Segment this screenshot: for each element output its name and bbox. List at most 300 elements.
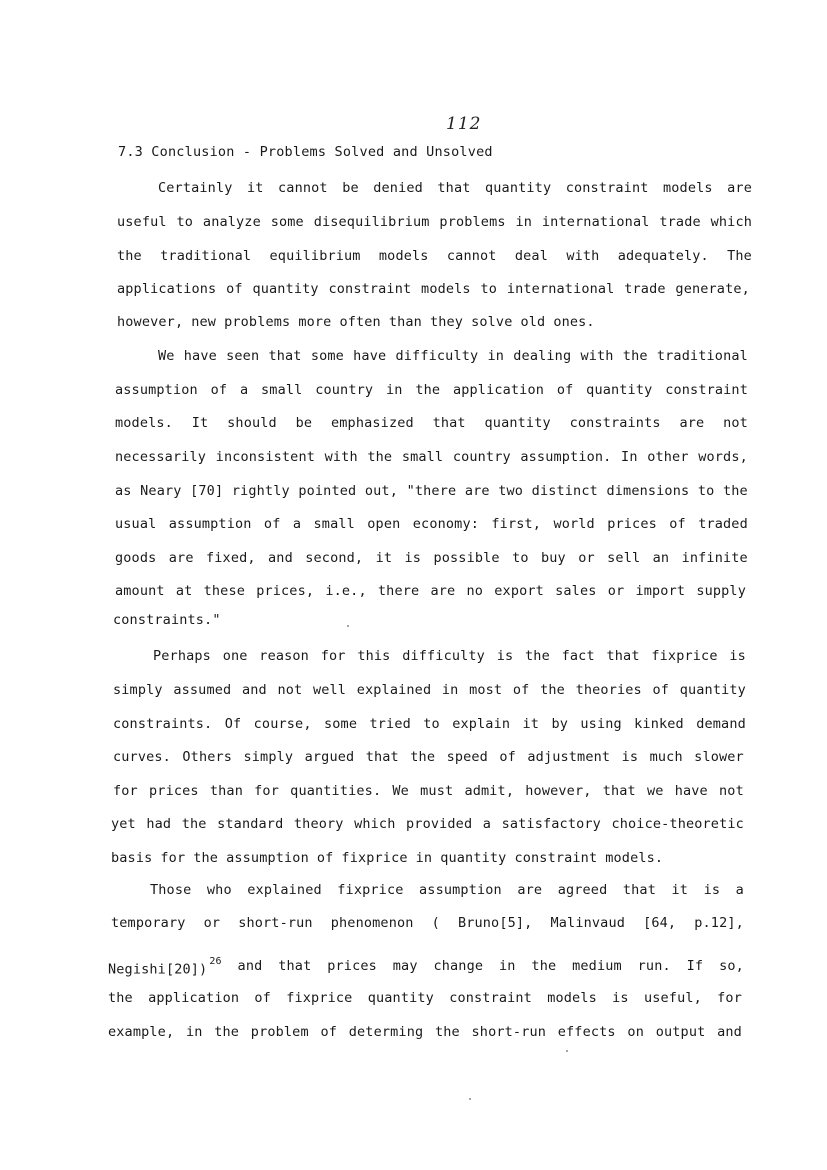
word: may [392,958,418,974]
word: speed [446,749,488,765]
text-line [115,513,748,535]
word: short-run [471,1024,547,1040]
word: rightly [231,483,290,499]
text-line [113,609,222,631]
word: models. [605,850,664,866]
word: of [512,682,530,698]
word: is [496,648,514,664]
word: using [580,716,622,732]
word: quantity [679,682,746,698]
word: new [191,314,217,330]
word: words, [698,449,748,465]
word: deal [514,248,548,264]
text-line [117,245,752,267]
word: assumption [226,850,309,866]
word: at [175,583,193,599]
word: quantity [485,180,552,196]
word: an [652,550,670,566]
word: one [222,648,248,664]
text-line [150,879,744,901]
word: adequately. [617,248,709,264]
text-line [158,177,752,199]
word: sell [607,550,641,566]
word: out, [364,483,398,499]
word: infinite [681,550,748,566]
word: the [108,990,133,1006]
word: than [388,314,422,330]
word: be [295,415,313,431]
word: Others [182,749,233,765]
word: example, [108,1024,175,1040]
word: prices [149,783,199,799]
word: equilibrium [269,248,361,264]
word: kinked [634,716,684,732]
footnote-marker: 26 [209,956,222,967]
text-line [108,1021,742,1043]
word: Malinvaud [550,915,625,931]
word: some [310,348,344,364]
word: fixprice [651,648,718,664]
word: or [203,915,221,931]
word: buy [541,550,566,566]
word: fixprice [286,990,353,1006]
word: export [494,583,544,599]
word: the [622,348,648,364]
word: usual [115,516,157,532]
word: of [556,382,574,398]
word: or [578,550,595,566]
word: that [268,348,302,364]
word: that [602,783,636,799]
word: quantity [440,850,507,866]
word: of [210,382,228,398]
word: application [148,990,240,1006]
word: is [703,882,721,898]
word: assumed [173,682,232,698]
word: so, [719,958,744,974]
word: no [466,583,484,599]
word: in [487,348,505,364]
word: adjustment [527,749,611,765]
word: trade [624,281,666,297]
word: country [452,449,511,465]
text-line [113,780,744,802]
text-line [111,813,744,835]
word: that [365,749,399,765]
word: ( [431,915,440,931]
word: constraints." [113,612,221,628]
word: in [499,958,516,974]
word: If [686,958,704,974]
word: supply [696,583,746,599]
word: slower [694,749,744,765]
word: small [401,449,444,465]
word: sales [555,583,597,599]
word: We [392,783,409,799]
word: not [719,783,744,799]
word: is [404,550,422,566]
text-line [153,645,746,667]
word: are [679,415,705,431]
word: effects [557,1024,616,1040]
word: application [452,382,545,398]
word: a [482,816,492,832]
word: assumption. [520,449,612,465]
word: i.e., [325,583,367,599]
word: however, [117,314,184,330]
word: yet [111,816,136,832]
word: change [433,958,484,974]
word: the [540,682,565,698]
word: there [377,583,420,599]
page-number: 112 [446,114,482,134]
word: well [312,682,347,698]
word: It [191,415,209,431]
word: or [607,583,625,599]
text-line [113,679,746,701]
word: the [415,382,441,398]
text-line [117,278,750,300]
text-line [115,412,748,434]
text-line [113,713,746,735]
word: these [203,583,245,599]
word: who [206,882,232,898]
word: a [239,382,249,398]
word: on [627,1024,644,1040]
word: second, [305,550,364,566]
text-line [115,379,748,401]
word: international [506,281,615,297]
word: useful, [643,990,702,1006]
word: theories [575,682,642,698]
word: useful [117,214,167,230]
text-line [111,847,666,869]
word: p.12], [694,915,744,931]
text-line [115,480,748,502]
word: fact [561,648,595,664]
word: of [263,516,281,532]
word: small [313,516,355,532]
word: prices [327,958,377,974]
word: had [146,816,172,832]
word: for [717,990,742,1006]
word: explained [356,682,432,698]
word: admit, [464,783,515,799]
word: are [517,882,543,898]
word: is [729,648,746,664]
word: The [727,248,752,264]
word: curves. [113,749,171,765]
word: is [612,990,629,1006]
word: constraints. [113,716,213,732]
word: it [522,716,540,732]
word: difficulty [395,348,479,364]
word: provided [406,816,473,832]
word: pointed [298,483,357,499]
word: agreed [557,882,608,898]
word: models [378,248,429,264]
word: of [316,850,334,866]
word: of [669,516,686,532]
word: the [193,850,219,866]
word: models [547,990,597,1006]
word: argued [304,749,355,765]
word: fixprice [341,850,408,866]
word: of [254,990,271,1006]
word: the [410,749,436,765]
word: theory [293,816,344,832]
word: as [115,483,132,499]
word: this [357,648,391,664]
word: import [635,583,686,599]
text-line [115,580,746,602]
word: seen [226,348,260,364]
line-start: Negishi[20]) $^{26}$ [108,956,222,978]
word: have [183,348,217,364]
word: problems [224,314,291,330]
scan-speck [566,1050,568,1052]
word: emphasized [331,415,414,431]
word: models [421,281,471,297]
word: prices [607,516,657,532]
word: the [117,248,142,264]
word: run. [637,958,671,974]
word: some [323,716,358,732]
word: small [261,382,303,398]
word: Of [224,716,242,732]
word: traded [698,516,748,532]
text-line [108,955,744,977]
word: determing [348,1024,424,1040]
word: amount [115,583,165,599]
scan-speck [347,625,349,627]
word: necessarily [115,449,207,465]
word: other [647,449,689,465]
word: traditional [160,248,252,264]
word: models. [115,415,173,431]
word: output [655,1024,706,1040]
word: Those [150,882,192,898]
word: have [674,783,708,799]
word: they [429,314,464,330]
word: assumption [168,516,252,532]
word: for [320,648,346,664]
word: distinct [531,483,598,499]
word: constraint [328,281,412,297]
text-line [158,345,748,367]
word: are [464,483,490,499]
word: not [723,415,748,431]
word: which [710,214,752,230]
word: not [277,682,303,698]
text-line [117,311,596,333]
word: the [434,1024,460,1040]
word: we [646,783,664,799]
word: a [292,516,302,532]
word: are [727,180,752,196]
word: satisfactory [501,816,601,832]
word: dimensions [606,483,690,499]
word: explain [452,716,511,732]
word: a [735,882,744,898]
word: for [160,850,186,866]
text-line [108,987,742,1009]
word: short-run [238,915,313,931]
word: the [525,648,550,664]
word: first, [491,516,542,532]
word: [64, [643,915,677,931]
word: to [512,550,529,566]
word: inconsistent [215,449,316,465]
word: that [278,958,312,974]
word: than [209,783,243,799]
word: that [606,648,640,664]
word: dealing [513,348,572,364]
section-heading: 7.3 Conclusion - Problems Solved and Unsolved [118,144,493,160]
word: [70] [190,483,224,499]
word: the [722,483,748,499]
word: that [622,882,656,898]
word: generate, [675,281,750,297]
word: be [342,180,359,196]
word: standard [217,816,284,832]
word: in [185,1024,203,1040]
word: economy: [412,516,480,532]
word: for [113,783,138,799]
word: quantities. [290,783,382,799]
word: the [531,958,557,974]
word: in [415,850,433,866]
word: that [432,415,466,431]
word: which [354,816,396,832]
text-line [111,912,744,934]
word: fixprice [337,882,404,898]
word: goods [115,550,157,566]
word: possible [433,550,500,566]
word: however, [525,783,592,799]
word: Perhaps [153,648,211,664]
word: of [320,1024,338,1040]
word: difficulty [402,648,485,664]
word: constraint [665,382,748,398]
word: models [662,180,713,196]
word: solve [471,314,513,330]
word: are [430,583,456,599]
text-line [115,446,748,468]
word: in [441,682,459,698]
word: it [246,180,264,196]
word: with [580,348,614,364]
word: disequilibrium [313,214,430,230]
word: choice-theoretic [611,816,744,832]
word: course, [253,716,312,732]
word: reason [259,648,309,664]
word: open [367,516,401,532]
word: demand [696,716,746,732]
word: by [551,716,569,732]
word: of [226,281,243,297]
word: cannot [278,180,328,196]
word: to [480,281,498,297]
word: applications [117,281,217,297]
word: prices, [256,583,315,599]
word: Certainly [158,180,233,196]
word: constraint [565,180,649,196]
word: international [541,214,650,230]
word: quantity [367,990,434,1006]
word: in [515,214,533,230]
word: phenomenon [330,915,414,931]
word: should [227,415,277,431]
word: explained [247,882,322,898]
word: In [621,449,638,465]
word: and [241,682,267,698]
word: quantity [252,281,319,297]
word: tried [369,716,411,732]
word: to [423,716,440,732]
word: of [499,749,516,765]
word: country [315,382,374,398]
word: fixed, [205,550,256,566]
word: and [268,550,293,566]
word: old [520,314,546,330]
word: the [367,449,393,465]
word: are [168,550,194,566]
word: analyze [202,214,261,230]
word: medium [572,958,622,974]
word: more [298,314,332,330]
word: denied [373,180,423,196]
word: problem [250,1024,309,1040]
word: simply [113,682,163,698]
word: for [254,783,279,799]
word: must [420,783,454,799]
word: often [339,314,381,330]
word: it [671,882,689,898]
word: world [553,516,595,532]
word: is [621,749,639,765]
text-line [113,746,744,768]
word: in [385,382,403,398]
word: to [697,483,715,499]
word: have [353,348,387,364]
word: quantity [586,382,653,398]
word: basis [111,850,153,866]
word: Neary [140,483,182,499]
word: Bruno[5], [457,915,533,931]
word: most [469,682,503,698]
word: assumption [419,882,502,898]
word: to [176,214,194,230]
word: ones. [553,314,595,330]
word: the [214,1024,240,1040]
word: quantity [484,415,551,431]
text-line [115,547,748,569]
word: and [717,1024,742,1040]
word: that [437,180,471,196]
word: traditional [656,348,748,364]
word: problems [439,214,506,230]
word: two [498,483,524,499]
word: much [649,749,683,765]
text-line [117,211,752,233]
scan-speck [469,1098,471,1100]
word: constraints [569,415,661,431]
word: temporary [111,915,186,931]
word: constraint [449,990,532,1006]
word: the [181,816,207,832]
word: and [237,958,263,974]
